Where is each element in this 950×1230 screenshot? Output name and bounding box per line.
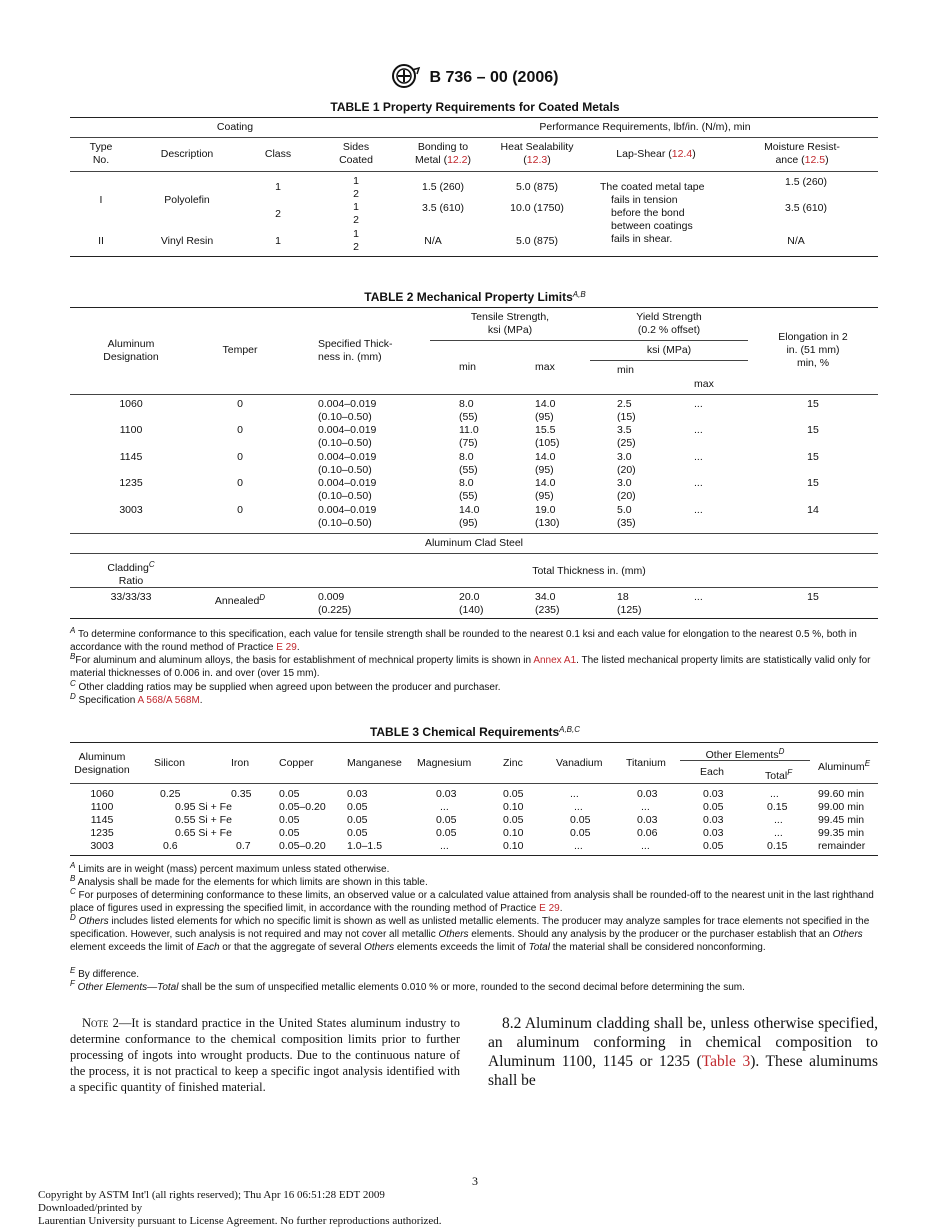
t1-bond-3: N/A: [424, 235, 442, 247]
t2-h-yield: Yield Strength (0.2 % offset): [636, 311, 702, 336]
t1-bond-2: 3.5 (610): [421, 202, 465, 214]
t3-h-zinc: Zinc: [503, 757, 523, 769]
t1-sides-4: 2: [353, 214, 359, 226]
t3-h-vanadium: Vanadium: [556, 757, 603, 769]
t1-moist-2: 3.5 (610): [784, 202, 828, 214]
t1-lapshear-text: The coated metal tape fails in tension before the bond between coatings fails in shear.: [600, 181, 705, 245]
t3-h-iron: Iron: [231, 757, 250, 769]
t2-h-yield-max: max: [694, 378, 714, 390]
ref-12-3-link[interactable]: 12.3: [526, 154, 548, 166]
t2-h-tensile: Tensile Strength, ksi (MPa): [470, 311, 550, 336]
astm-logo-icon: [392, 64, 422, 88]
ref-12-4-link[interactable]: 12.4: [671, 148, 693, 160]
t2-clad-header-rule: [70, 587, 878, 588]
t2-h-alloy: Aluminum Designation: [103, 338, 159, 363]
t3-h-other: Other Elements$^D$: [705, 747, 785, 761]
section-8-2: 8.2 Aluminum cladding shall be, unless otherwise specified, an aluminum conforming in chemical composition to Aluminum 1100, 1145 or 1235 (Table 3). These aluminums shall be: [488, 1015, 879, 1089]
t1-heat-1: 5.0 (875): [515, 181, 559, 193]
t3-h-copper: Copper: [279, 757, 314, 769]
copyright-line: Copyright by ASTM Int'l (all rights reserved); Thu Apr 16 06:51:28 EDT 2009: [38, 1189, 385, 1201]
t2-footnote-d: $^D$ Specification A 568/A 568M.: [70, 692, 203, 706]
t2-h-tensile-max: max: [535, 361, 555, 373]
t1-h-moisture: Moisture Resist- ance (12.5): [764, 141, 840, 166]
t1-moist-1: 1.5 (260): [784, 176, 828, 188]
t3-footnote-d: $^D$ Others includes listed elements for which no specific limit is shown as well as unlisted metallic elements. The producer may analyze samples for trace elements not specified in the specification. However, such analysis is not required and may not cover all metallic Others elements. Should any analysis by the producer or the purchaser establish that an Others element exceeds the limit of Each or that the aggregate of several Others elements exceeds the limit of Total the material shall be considered nonconforming.: [70, 913, 870, 953]
t3-footnote-f: $^F$ Other Elements—Total shall be the sum of unspecified metallic elements 0.010 % or more, rounded to the second decimal before determining the sum.: [70, 979, 745, 993]
t2-clad-top-rule: [70, 533, 878, 534]
t1-heat-2: 10.0 (1750): [510, 202, 564, 214]
e29-link[interactable]: E 29: [276, 642, 297, 653]
table2-top-rule: [70, 307, 878, 308]
t1-h-sides: Sides Coated: [339, 141, 373, 166]
table2-bottom-rule: [70, 618, 878, 619]
t2-footnote-a: $^A$ To determine conformance to this specification, each value for tensile strength shall be rounded to the nearest 0.1 ksi and each value for elongation to the nearest 0.5 %, both in accordance with the round method of Practice E 29.: [70, 626, 857, 653]
t3-h-manganese: Manganese: [347, 757, 402, 769]
t1-type-1: I: [99, 194, 103, 206]
t3-footnote-e: $^E$ By difference.: [70, 966, 140, 980]
t1-class-2: 1: [275, 235, 281, 247]
t3-h-silicon: Silicon: [154, 757, 185, 769]
t3-h-titanium: Titanium: [626, 757, 666, 769]
table2-caption: TABLE 2 Mechanical Property Limits$^{A,B}$: [364, 290, 586, 304]
t1-h-bonding: Bonding to Metal (12.2): [414, 141, 472, 166]
t2-h-elongation: Elongation in 2 in. (51 mm) min, %: [778, 331, 848, 369]
note-2: Note 2—It is standard practice in the United States aluminum industry to determine conformance to the chemical composition limits prior to further processing of ingots into wrought products. Due to the continuous nature of the process, it is not practical to keep a specific ingot analysis identified with a specific quantity of finished material.: [70, 1016, 460, 1094]
t1-sides-1: 1: [353, 175, 359, 187]
t1-sides-3: 1: [353, 201, 359, 213]
t1-group-coating: Coating: [216, 121, 254, 133]
t2-strength-rule: [430, 340, 748, 341]
t1-group-rule: [70, 137, 878, 138]
a568-link[interactable]: A 568/A 568M: [137, 695, 200, 706]
ref-12-2-link[interactable]: 12.2: [447, 154, 468, 166]
t2-h-total-thickness: Total Thickness in. (mm): [532, 565, 646, 577]
t1-h-heat: Heat Sealability (12.3): [500, 141, 574, 166]
t3-footnote-a: $^A$ Limits are in weight (mass) percent maximum unless stated otherwise.: [70, 861, 390, 875]
table-3-link[interactable]: Table 3: [701, 1053, 751, 1070]
ref-12-5-link[interactable]: 12.5: [804, 154, 826, 166]
t1-sides-6: 2: [353, 241, 359, 253]
t3-h-total: Total$^F$: [765, 768, 793, 782]
license-line: Laurentian University pursuant to License Agreement. No further reproductions authorized.: [38, 1215, 442, 1227]
t1-sides-5: 1: [353, 228, 359, 240]
table3-top-rule: [70, 742, 878, 743]
table1-bottom-rule: [70, 256, 878, 257]
t1-h-type: Type No.: [89, 141, 113, 166]
t2-h-yield-min: min: [617, 364, 634, 376]
t2-h-cladding: Cladding$^C$ Ratio: [107, 560, 155, 587]
t1-sides-2: 2: [353, 188, 359, 200]
t1-moist-3: N/A: [787, 235, 805, 247]
t3-footnote-c: $^C$ For purposes of determining conformance to these limits, an observed value or a calculated value attained from analysis shall be rounded-off to the nearest unit in the last righthand place of figures used in expressing the specified limit, in accordance with the rounding method of Practice E 29.: [70, 887, 874, 914]
designation: B 736 – 00 (2006): [429, 69, 559, 86]
t2-yield-units-rule: [590, 360, 748, 361]
table3-bottom-rule: [70, 855, 878, 856]
t1-class-1b: 2: [275, 208, 281, 220]
t2-h-temper: Temper: [222, 344, 258, 356]
t2-footnote-b: $^B$For aluminum and aluminum alloys, the basis for establishment of mechnical property limits is shown in Annex A1. The listed mechanical property limits are statistically valid only for material thicknesses of 0.006 in. and over (over 15 mm).: [70, 652, 871, 679]
e29-link-2[interactable]: E 29: [539, 903, 560, 914]
t2-h-tensile-min: min: [459, 361, 476, 373]
document-header: [0, 64, 950, 88]
t1-desc-1: Polyolefin: [164, 194, 210, 206]
t1-h-class: Class: [264, 148, 292, 160]
t1-bond-1: 1.5 (260): [421, 181, 465, 193]
t1-group-performance: Performance Requirements, lbf/in. (N/m), min: [539, 121, 751, 133]
t2-footnote-c: $^C$ Other cladding ratios may be supplied when agreed upon between the producer and purchaser.: [70, 679, 501, 693]
t2-clad-title: Aluminum Clad Steel: [424, 537, 524, 549]
t1-h-lapshear: Lap-Shear (12.4): [616, 148, 696, 160]
table3-caption: TABLE 3 Chemical Requirements$^{A,B,C}$: [369, 725, 581, 739]
t3-other-rule: [680, 760, 810, 761]
table1-caption: TABLE 1 Property Requirements for Coated Metals: [330, 100, 620, 114]
t1-desc-2: Vinyl Resin: [160, 235, 214, 247]
t3-header-rule: [70, 783, 878, 784]
t2-h-yield-units: ksi (MPa): [646, 344, 692, 356]
page-number: 3: [472, 1174, 478, 1188]
download-line: Downloaded/printed by: [38, 1202, 143, 1214]
t1-header-rule: [70, 171, 878, 172]
t2-header-rule: [70, 394, 878, 395]
t3-h-magnesium: Magnesium: [417, 757, 472, 769]
t1-class-1a: 1: [275, 181, 281, 193]
t3-h-alloy: Aluminum Designation: [74, 751, 130, 776]
t1-heat-3: 5.0 (875): [515, 235, 559, 247]
t2-h-thickness: Specified Thick- ness in. (mm): [318, 338, 393, 363]
table1-top-rule: [70, 117, 878, 118]
t3-h-aluminum: Aluminum$^E$: [818, 759, 871, 773]
t1-type-2: II: [98, 235, 104, 247]
t3-footnote-b: $^B$ Analysis shall be made for the elements for which limits are shown in this table.: [70, 874, 428, 888]
t1-h-description: Description: [160, 148, 214, 160]
annex-a1-link[interactable]: Annex A1: [533, 655, 577, 666]
t2-clad-title-rule: [70, 553, 878, 554]
t3-h-each: Each: [700, 766, 724, 778]
